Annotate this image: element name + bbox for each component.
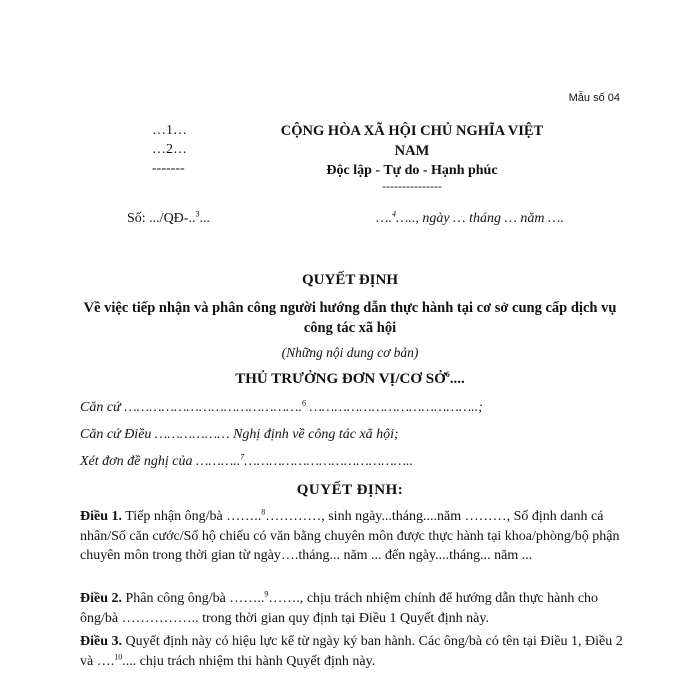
agency-line-1: …1… bbox=[152, 123, 187, 138]
place-date bbox=[376, 211, 564, 227]
agency-divider: ------- bbox=[152, 161, 185, 176]
legal-basis-1 bbox=[80, 400, 483, 416]
article-2 bbox=[80, 589, 625, 628]
decision-title: QUYẾT ĐỊNH bbox=[302, 272, 398, 288]
issuer-heading-text: THỦ TRƯỞNG ĐƠN VỊ/CƠ SỞ bbox=[235, 371, 446, 387]
footnote-10: 10 bbox=[114, 651, 123, 661]
article-3-label: Điều 3. bbox=[80, 634, 122, 649]
footnote-9: 9 bbox=[264, 589, 269, 599]
motto: Độc lập - Tự do - Hạnh phúc bbox=[326, 163, 498, 178]
issuer-heading bbox=[0, 371, 700, 388]
place-date-text: ….., ngày … tháng … năm …. bbox=[395, 211, 564, 226]
agency-header bbox=[152, 121, 212, 178]
legal-basis-1-text: Căn cứ ……………………………………. bbox=[80, 400, 302, 415]
document-number bbox=[127, 211, 210, 227]
legal-basis-2: Căn cứ Điều ……………… Nghị định về công tác xã hội; bbox=[80, 427, 399, 442]
article-1 bbox=[80, 507, 625, 566]
place-date-prefix: …. bbox=[376, 211, 392, 226]
document-number-suffix: ... bbox=[199, 211, 210, 226]
footnote-6-heading: 6 bbox=[445, 370, 450, 379]
article-1-label: Điều 1. bbox=[80, 509, 122, 524]
document-number-text: Số: .../QĐ-.. bbox=[127, 211, 196, 226]
country-name: CỘNG HÒA XÃ HỘI CHỦ NGHĨA VIỆT NAM bbox=[280, 123, 544, 159]
request-basis-suffix: ………………………………….. bbox=[244, 454, 414, 469]
article-1-text-cont: …………, sinh ngày...tháng....năm ………, Số định danh cá nhân/Số căn cước/Số hộ chiếu có văn bằng chuyên môn được thực hành tại khoa/phòng/bộ phận chuyên môn trong thời gian từ ngày….tháng... năm ... đến ngày....tháng... năm ... bbox=[80, 509, 620, 563]
content-note: (Những nội dung cơ bản) bbox=[281, 345, 419, 360]
decision-subject: Về việc tiếp nhận và phân công người hướng dẫn thực hành tại cơ sở cung cấp dịch vụ công tác xã hội bbox=[83, 300, 617, 336]
article-2-text-cont: ……., chịu trách nhiệm chính để hướng dẫn thực hành cho ông/bà …………….. trong thời gian quy định tại Điều 1 Quyết định này. bbox=[80, 591, 599, 626]
form-number: Mẫu số 04 bbox=[568, 92, 620, 104]
article-3 bbox=[80, 632, 625, 671]
footnote-6: 6 bbox=[301, 398, 306, 408]
request-basis bbox=[80, 454, 413, 470]
article-1-text: Tiếp nhận ông/bà …….. bbox=[122, 509, 262, 524]
article-2-label: Điều 2. bbox=[80, 591, 122, 606]
article-3-text-cont: .... chịu trách nhiệm thi hành Quyết định này. bbox=[122, 653, 376, 669]
footnote-4: 4 bbox=[391, 209, 396, 219]
article-2-text: Phân công ông/bà …….. bbox=[122, 591, 265, 606]
request-basis-text: Xét đơn đề nghị của ……….. bbox=[80, 454, 241, 469]
agency-line-2: …2… bbox=[152, 142, 187, 157]
footnote-7: 7 bbox=[240, 452, 245, 462]
issuer-heading-suffix: .... bbox=[449, 371, 465, 387]
legal-basis-1-suffix: …………………………………..; bbox=[305, 400, 483, 415]
footnote-8: 8 bbox=[261, 507, 266, 517]
national-header bbox=[262, 121, 562, 191]
article-3-text: Quyết định này có hiệu lực kể từ ngày ký ban hành. Các ông/bà có tên tại Điều 1, Điều 2 và …. bbox=[80, 634, 623, 669]
motto-divider: --------------- bbox=[382, 179, 442, 193]
decides-heading: QUYẾT ĐỊNH: bbox=[296, 482, 404, 498]
footnote-3: 3 bbox=[195, 209, 200, 219]
